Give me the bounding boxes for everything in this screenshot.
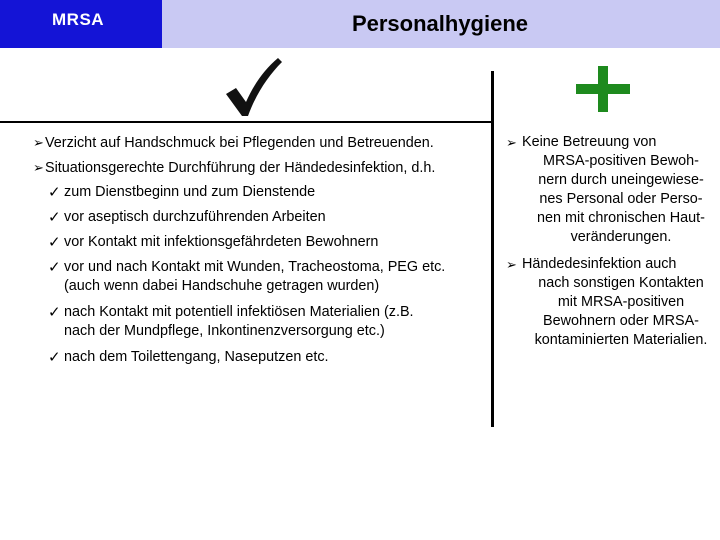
right-bullet-text: nen mit chronischen Haut- [537, 210, 705, 226]
column-divider-vertical [491, 71, 494, 427]
check-subitem [48, 183, 488, 202]
check-subitem [48, 348, 488, 367]
check-subitem-text: zum Dienstbeginn und zum Dienstende [64, 184, 316, 200]
header-bar [0, 0, 720, 48]
right-bullet-text: Händedesinfektion auch [522, 256, 677, 272]
left-bullet-text: Situationsgerechte Durchführung der Händedesinfektion, d.h. [45, 160, 436, 176]
check-subitem-text: vor aseptisch durchzuführenden Arbeiten [64, 209, 326, 225]
check-bullet-icon: ✓ [48, 349, 61, 366]
right-bullet-text: nes Personal oder Perso- [539, 191, 703, 207]
right-bullet-item [506, 255, 720, 350]
right-bullet-text: mit MRSA-positiven [557, 294, 685, 310]
checkmark-icon [220, 56, 284, 120]
topic-badge [0, 0, 162, 48]
right-bullet-text: veränderungen. [570, 229, 672, 245]
right-bullet-text: Keine Betreuung von [522, 134, 657, 150]
check-subitem-text: nach der Mundpflege, Inkontinenzversorgung etc.) [64, 323, 385, 339]
left-bullet-item [33, 158, 435, 178]
right-bullet-item [506, 133, 720, 247]
check-bullet-icon: ✓ [48, 234, 61, 251]
check-bullet-icon: ✓ [48, 184, 61, 201]
check-subitem [48, 258, 488, 296]
check-bullet-icon: ✓ [48, 304, 61, 321]
column-divider-horizontal [0, 121, 492, 123]
left-bullet-item [33, 133, 434, 153]
page-title: Personalhygiene [351, 11, 529, 36]
arrow-bullet-icon: ➢ [33, 160, 44, 175]
right-bullet-text: nach sonstigen Kontakten [538, 275, 704, 291]
check-subitem-text: nach dem Toilettengang, Naseputzen etc. [64, 349, 329, 365]
left-bullet-text: Verzicht auf Handschmuck bei Pflegenden und Betreuenden. [45, 135, 434, 151]
right-bullet-text: MRSA-positiven Bewoh- [543, 153, 699, 169]
check-subitem [48, 208, 488, 227]
check-subitem-text: vor und nach Kontakt mit Wunden, Tracheostoma, PEG etc. [64, 259, 446, 275]
check-bullet-icon: ✓ [48, 259, 61, 276]
plus-icon [576, 66, 630, 112]
check-subitem-text: (auch wenn dabei Handschuhe getragen wurden) [64, 278, 380, 294]
check-subitem-text: vor Kontakt mit infektionsgefährdeten Bewohnern [64, 234, 379, 250]
arrow-bullet-icon: ➢ [506, 135, 517, 150]
topic-badge-label: MRSA [52, 10, 105, 29]
right-bullet-text: kontaminierten Materialien. [534, 332, 708, 348]
right-bullet-text: Bewohnern oder MRSA- [543, 313, 699, 329]
check-subitem [48, 303, 488, 341]
arrow-bullet-icon: ➢ [506, 257, 517, 272]
right-bullet-text: nern durch uneingewiese- [538, 172, 704, 188]
check-bullet-icon: ✓ [48, 209, 61, 226]
check-subitem-text: nach Kontakt mit potentiell infektiösen Materialien (z.B. [64, 304, 414, 320]
arrow-bullet-icon: ➢ [33, 135, 44, 150]
check-subitem [48, 233, 488, 252]
